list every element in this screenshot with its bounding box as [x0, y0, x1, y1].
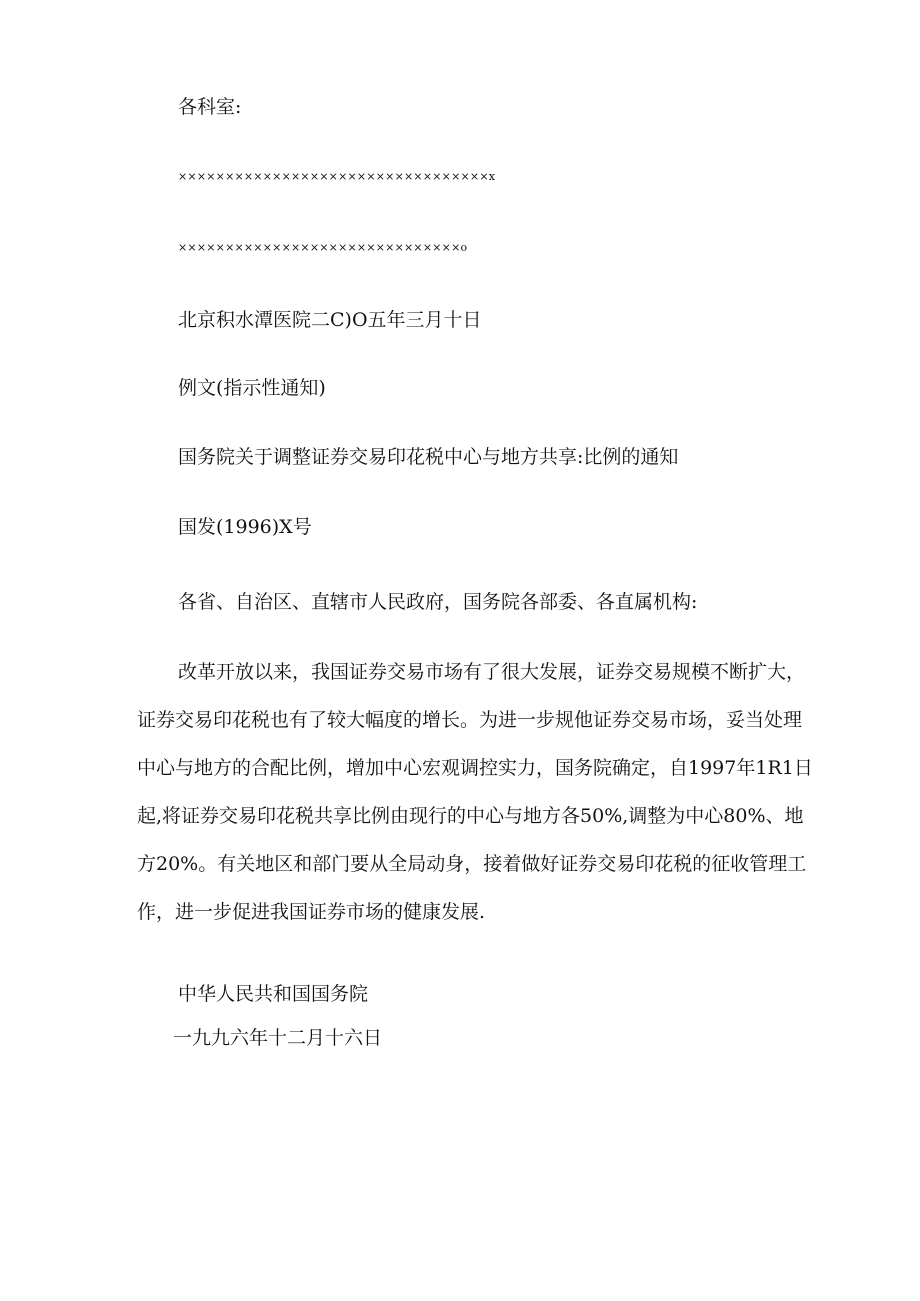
addressee: 各科室: — [178, 96, 242, 118]
signature-date: 一九九六年十二月十六日 — [173, 1027, 383, 1049]
body-line: 起,将证券交易印花税共享比例由现行的中心与地方各50%,调整为中心80%、地 — [137, 805, 804, 827]
sender-and-date: 北京积水潭医院二C)O五年三月十日 — [178, 309, 482, 331]
masked-content-line-2: ××××××××××××××××××××××××××××××o — [178, 241, 468, 254]
body-line: 作，进一步促进我国证券市场的健康发展. — [137, 901, 486, 923]
signature-organization: 中华人民共和国国务院 — [178, 983, 369, 1005]
body-line: 中心与地方的合配比例，增加中心宏观调控实力，国务院确定，自1997年1R1日 — [137, 757, 813, 779]
masked-content-line-1: ×××××××××××××××××××××××××××××××××x — [178, 170, 496, 183]
body-line: 改革开放以来，我国证券交易市场有了很大发展，证券交易规模不断扩大， — [178, 661, 806, 683]
document-number: 国发(1996)X号 — [178, 516, 312, 538]
notice-title: 国务院关于调整证券交易印花税中心与地方共享:比例的通知 — [178, 446, 679, 468]
body-line: 证券交易印花税也有了较大幅度的增长。为进一步规他证券交易市场，妥当处理 — [137, 709, 803, 731]
recipients: 各省、自治区、直辖市人民政府，国务院各部委、各直属机构: — [178, 591, 698, 613]
body-line: 方20%。有关地区和部门要从全局动身，接着做好证券交易印花税的征收管理工 — [137, 853, 807, 875]
example-heading: 例文(指示性通知) — [178, 377, 326, 399]
